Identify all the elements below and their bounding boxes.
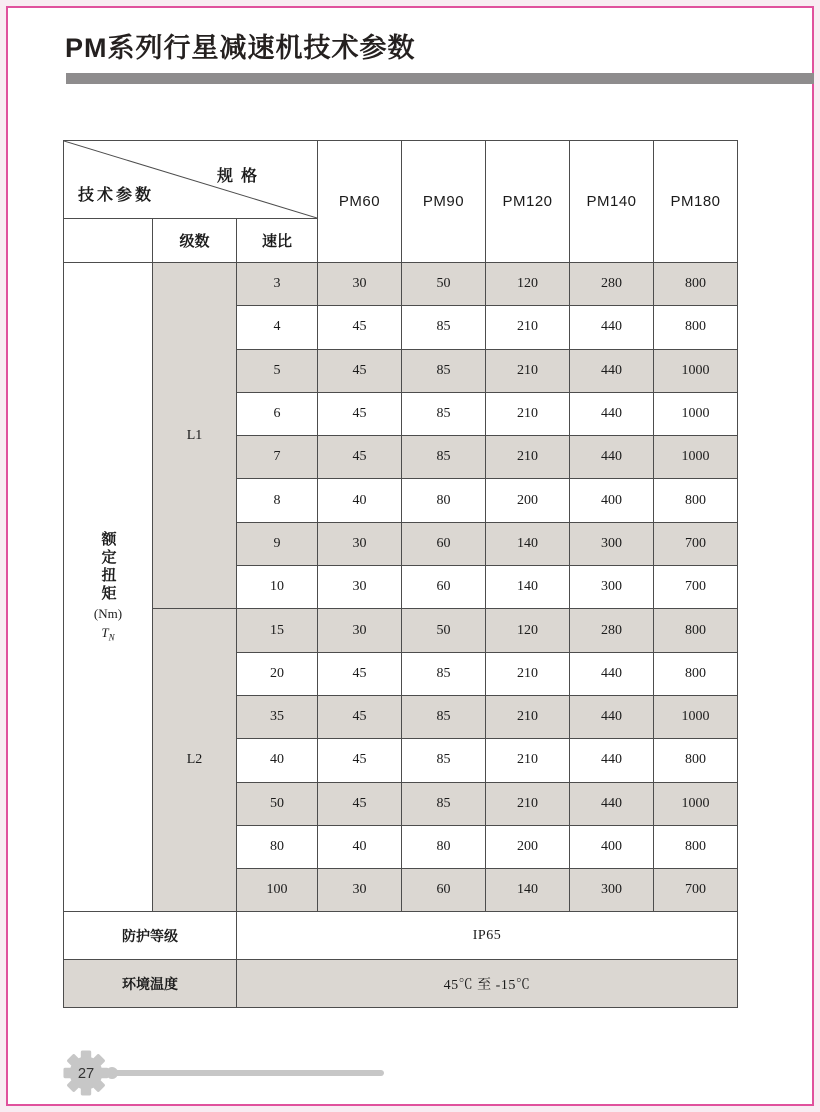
value-cell: 85 [402, 652, 486, 695]
value-cell: 800 [654, 739, 738, 782]
value-cell: 140 [486, 522, 570, 565]
header-row-1 [64, 141, 738, 219]
ratio-header-cell: 速比 [237, 219, 318, 263]
value-cell: 200 [486, 825, 570, 868]
ratio-cell: 50 [237, 782, 318, 825]
ratio-cell: 35 [237, 695, 318, 738]
value-cell: 300 [570, 566, 654, 609]
value-cell: 440 [570, 436, 654, 479]
value-cell: 210 [486, 392, 570, 435]
value-cell: 40 [318, 825, 402, 868]
value-cell: 30 [318, 263, 402, 306]
value-cell: 85 [402, 436, 486, 479]
column-header-pm140: PM140 [570, 141, 654, 263]
stage-header-cell: 级数 [153, 219, 237, 263]
value-cell: 45 [318, 436, 402, 479]
protection-value: IP65 [237, 912, 738, 960]
stage-cell-l1: L1 [153, 263, 237, 609]
value-cell: 45 [318, 782, 402, 825]
column-header-pm180: PM180 [654, 141, 738, 263]
ratio-cell: 3 [237, 263, 318, 306]
value-cell: 440 [570, 652, 654, 695]
value-cell: 1000 [654, 392, 738, 435]
empty-header-cell [64, 219, 153, 263]
value-cell: 45 [318, 695, 402, 738]
ratio-cell: 10 [237, 566, 318, 609]
torque-symbol: $T_N$ [101, 625, 115, 644]
page-title: PM系列行星减速机技术参数 [65, 33, 416, 63]
value-cell: 80 [402, 479, 486, 522]
value-cell: 440 [570, 306, 654, 349]
value-cell: 210 [486, 349, 570, 392]
value-cell: 300 [570, 522, 654, 565]
ratio-cell: 9 [237, 522, 318, 565]
spec-table [63, 140, 738, 1008]
value-cell: 50 [402, 609, 486, 652]
ratio-cell: 5 [237, 349, 318, 392]
value-cell: 440 [570, 695, 654, 738]
value-cell: 210 [486, 782, 570, 825]
value-cell: 30 [318, 566, 402, 609]
value-cell: 45 [318, 652, 402, 695]
value-cell: 440 [570, 349, 654, 392]
value-cell: 440 [570, 392, 654, 435]
value-cell: 40 [318, 479, 402, 522]
value-cell: 210 [486, 652, 570, 695]
value-cell: 210 [486, 306, 570, 349]
column-header-pm90: PM90 [402, 141, 486, 263]
gear-page-badge [60, 1047, 112, 1099]
value-cell: 280 [570, 609, 654, 652]
value-cell: 45 [318, 739, 402, 782]
value-cell: 45 [318, 306, 402, 349]
page-number: 27 [77, 1066, 95, 1083]
value-cell: 85 [402, 782, 486, 825]
value-cell: 30 [318, 609, 402, 652]
ratio-cell: 100 [237, 869, 318, 912]
value-cell: 120 [486, 609, 570, 652]
torque-label-text: 额定扭矩 [99, 531, 117, 604]
column-header-pm120: PM120 [486, 141, 570, 263]
temperature-value: 45℃ 至 -15℃ [237, 960, 738, 1008]
ratio-cell: 80 [237, 825, 318, 868]
value-cell: 800 [654, 652, 738, 695]
value-cell: 700 [654, 566, 738, 609]
ambient-temperature-row [64, 960, 738, 1008]
value-cell: 60 [402, 869, 486, 912]
value-cell: 700 [654, 869, 738, 912]
value-cell: 80 [402, 825, 486, 868]
value-cell: 30 [318, 869, 402, 912]
value-cell: 210 [486, 739, 570, 782]
ratio-cell: 40 [237, 739, 318, 782]
value-cell: 400 [570, 825, 654, 868]
corner-params-label: 技术参数 [78, 187, 155, 204]
protection-label: 防护等级 [64, 912, 237, 960]
value-cell: 440 [570, 739, 654, 782]
footer-decorative-line [112, 1070, 384, 1076]
diagonal-line [64, 141, 317, 218]
value-cell: 300 [570, 869, 654, 912]
value-cell: 800 [654, 609, 738, 652]
value-cell: 30 [318, 522, 402, 565]
value-cell: 60 [402, 522, 486, 565]
value-cell: 1000 [654, 436, 738, 479]
value-cell: 85 [402, 392, 486, 435]
diagonal-header-cell [64, 141, 318, 219]
value-cell: 280 [570, 263, 654, 306]
value-cell: 800 [654, 263, 738, 306]
value-cell: 45 [318, 392, 402, 435]
torque-unit: (Nm) [93, 606, 123, 622]
value-cell: 1000 [654, 349, 738, 392]
ratio-cell: 7 [237, 436, 318, 479]
value-cell: 400 [570, 479, 654, 522]
value-cell: 1000 [654, 782, 738, 825]
ratio-cell: 4 [237, 306, 318, 349]
value-cell: 120 [486, 263, 570, 306]
value-cell: 60 [402, 566, 486, 609]
value-cell: 85 [402, 306, 486, 349]
torque-label-cell [64, 263, 153, 912]
value-cell: 210 [486, 436, 570, 479]
stage-cell-l2: L2 [153, 609, 237, 912]
title-underline-bar [66, 73, 814, 84]
ratio-cell: 15 [237, 609, 318, 652]
value-cell: 200 [486, 479, 570, 522]
temperature-label: 环境温度 [64, 960, 237, 1008]
value-cell: 85 [402, 349, 486, 392]
spec-row [64, 263, 738, 306]
value-cell: 85 [402, 739, 486, 782]
value-cell: 140 [486, 869, 570, 912]
ratio-cell: 6 [237, 392, 318, 435]
value-cell: 85 [402, 695, 486, 738]
spec-row [64, 609, 738, 652]
value-cell: 800 [654, 306, 738, 349]
ratio-cell: 20 [237, 652, 318, 695]
value-cell: 800 [654, 479, 738, 522]
ratio-cell: 8 [237, 479, 318, 522]
value-cell: 45 [318, 349, 402, 392]
value-cell: 440 [570, 782, 654, 825]
value-cell: 1000 [654, 695, 738, 738]
value-cell: 210 [486, 695, 570, 738]
corner-spec-label: 规格 [216, 168, 265, 185]
value-cell: 140 [486, 566, 570, 609]
value-cell: 700 [654, 522, 738, 565]
value-cell: 800 [654, 825, 738, 868]
column-header-pm60: PM60 [318, 141, 402, 263]
value-cell: 50 [402, 263, 486, 306]
protection-rating-row [64, 912, 738, 960]
